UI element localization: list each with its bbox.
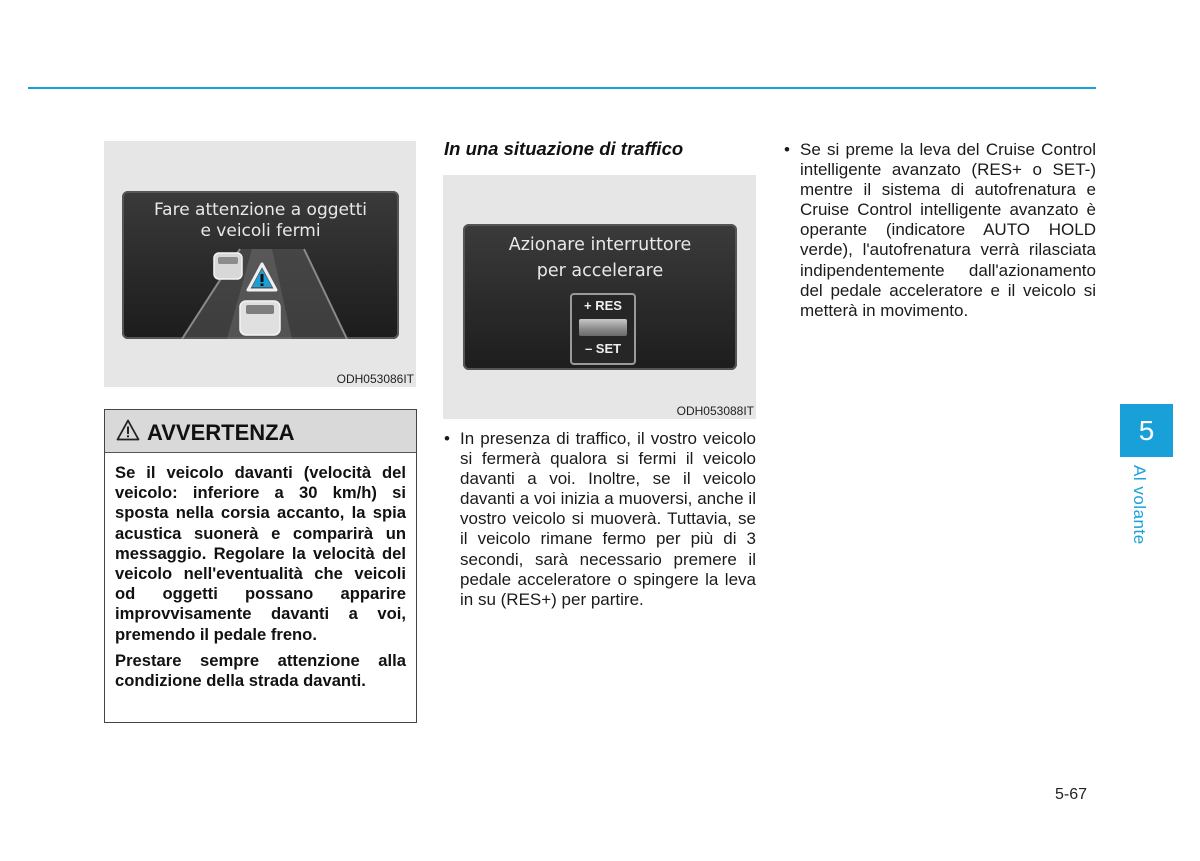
bullet-symbol: • <box>444 429 450 448</box>
bullet-text: In presenza di traffico, il vostro veicolo si fermerà qualora si fermi il veicolo davanti a voi. Inoltre, se il veicolo davanti a voi inizia a muoversi, anche il vostro veicolo si muoverà. Tuttavia, se il veicolo rimane fermo per più di 3 secondi, sarà necessario premere il pedale acceleratore o spingere la leva in su (RES+) per partire. <box>460 429 756 609</box>
display-message: Azionare interruttore per accelerare <box>508 235 692 281</box>
bullet-symbol: • <box>784 140 790 159</box>
display-message: Fare attenzione a oggetti e veicoli fermi <box>153 200 368 241</box>
header-rule <box>28 87 1096 89</box>
warning-box <box>104 409 417 723</box>
warning-paragraph: Prestare sempre attenzione alla condizione della strada davanti. <box>115 650 406 691</box>
cluster-display <box>122 191 399 339</box>
warning-triangle-icon <box>116 419 140 441</box>
bullet-item <box>784 140 1096 321</box>
lever-res-label: + RES <box>584 298 622 313</box>
figure-code: ODH053088IT <box>676 404 754 418</box>
figure-stationary-objects <box>104 141 416 387</box>
warning-body <box>105 453 416 691</box>
car-ahead-icon <box>214 253 242 279</box>
chapter-number-tab: 5 <box>1120 404 1173 457</box>
page-number: 5-67 <box>1055 786 1088 803</box>
bullet-item <box>444 429 756 610</box>
figure-accelerate-switch <box>443 175 756 419</box>
warning-header <box>105 410 416 453</box>
chapter-name: Al volante <box>1130 465 1149 545</box>
bullet-text: Se si preme la leva del Cruise Control intelligente avanzato (RES+ o SET-) mentre il sistema di autofrenatura e Cruise Control intelligente avanzato è operante (indicatore AUTO HOLD verde), l'autofrenatura verrà rilasciata indipendentemente dall'azionamento del pedale acceleratore e il veicolo si metterà in movimento. <box>800 140 1096 320</box>
lever-set-label: – SET <box>584 341 622 356</box>
figure-code: ODH053086IT <box>336 372 414 386</box>
road-scene-illustration <box>122 191 399 339</box>
cluster-display <box>463 224 737 370</box>
lever-bar <box>579 319 627 336</box>
own-car-icon <box>240 301 280 335</box>
res-set-lever-icon <box>570 293 636 365</box>
warning-title: AVVERTENZA <box>147 420 295 445</box>
section-title: In una situazione di traffico <box>444 138 684 159</box>
warning-paragraph: Se il veicolo davanti (velocità del veicolo: inferiore a 30 km/h) si sposta nella corsia accanto, la spia acustica suonerà e comparirà un messaggio. Regolare la velocità del veicolo nell'eventualità che veicoli od oggetti possano apparire improvvisamente davanti a voi, premendo il pedale freno. <box>115 463 406 644</box>
